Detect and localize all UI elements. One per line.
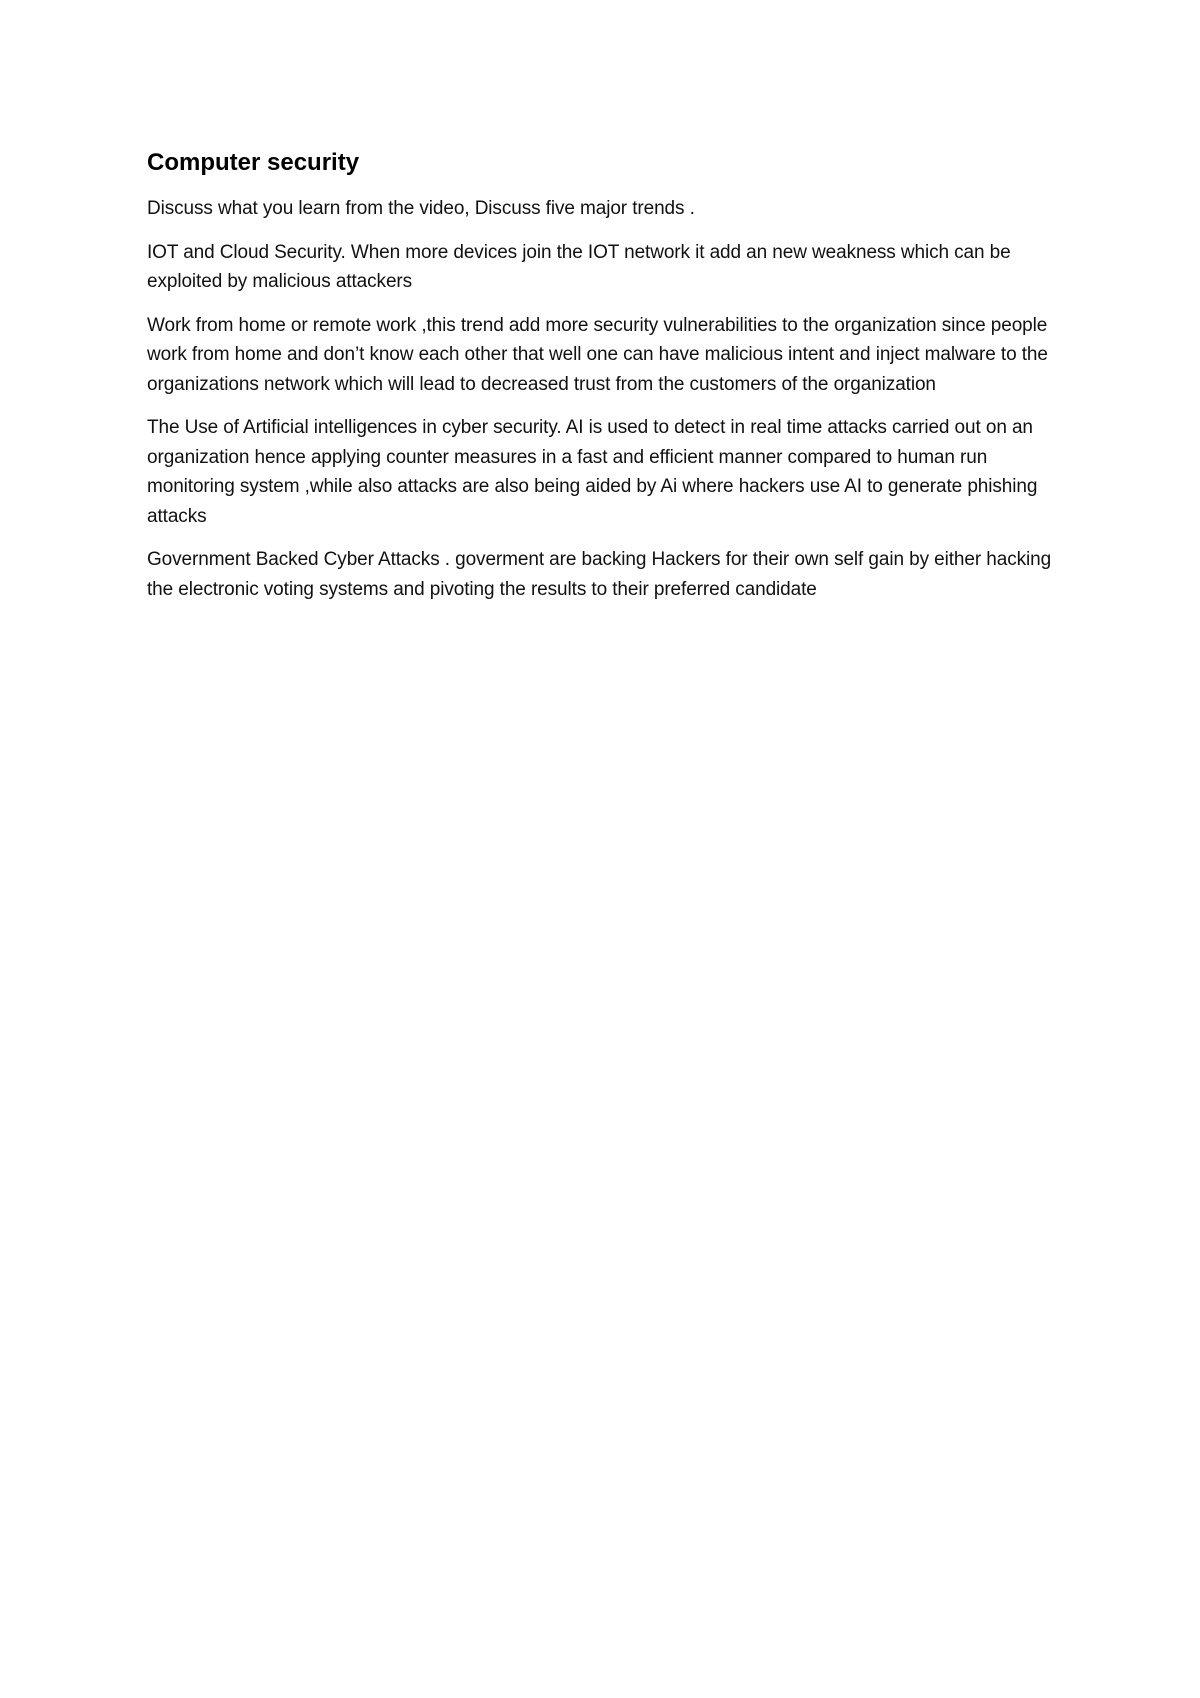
iot-cloud-paragraph: IOT and Cloud Security. When more devices join the IOT network it add an new weakness which can be exploited by malicious attackers <box>147 241 1011 292</box>
remote-work-paragraph: Work from home or remote work ,this trend add more security vulnerabilities to the organization since people work from home and don’t know each other that well one can have malicious intent and inject malware to the organizations network which will lead to decreased trust from the customers of the organization <box>147 314 1048 395</box>
ai-security-paragraph: The Use of Artificial intelligences in cyber security. AI is used to detect in real time attacks carried out on an organization hence applying counter measures in a fast and efficient manner compared to human run monitoring system ,while also attacks are also being aided by Ai where hackers use AI to generate phishing attacks <box>147 417 1038 527</box>
document-body <box>147 146 1067 618</box>
document-title: Computer security <box>147 149 360 176</box>
intro-paragraph: Discuss what you learn from the video, Discuss five major trends . <box>147 198 695 219</box>
government-attacks-paragraph: Government Backed Cyber Attacks . goverment are backing Hackers for their own self gain by either hacking the electronic voting systems and pivoting the results to their preferred candidate <box>147 549 1052 600</box>
